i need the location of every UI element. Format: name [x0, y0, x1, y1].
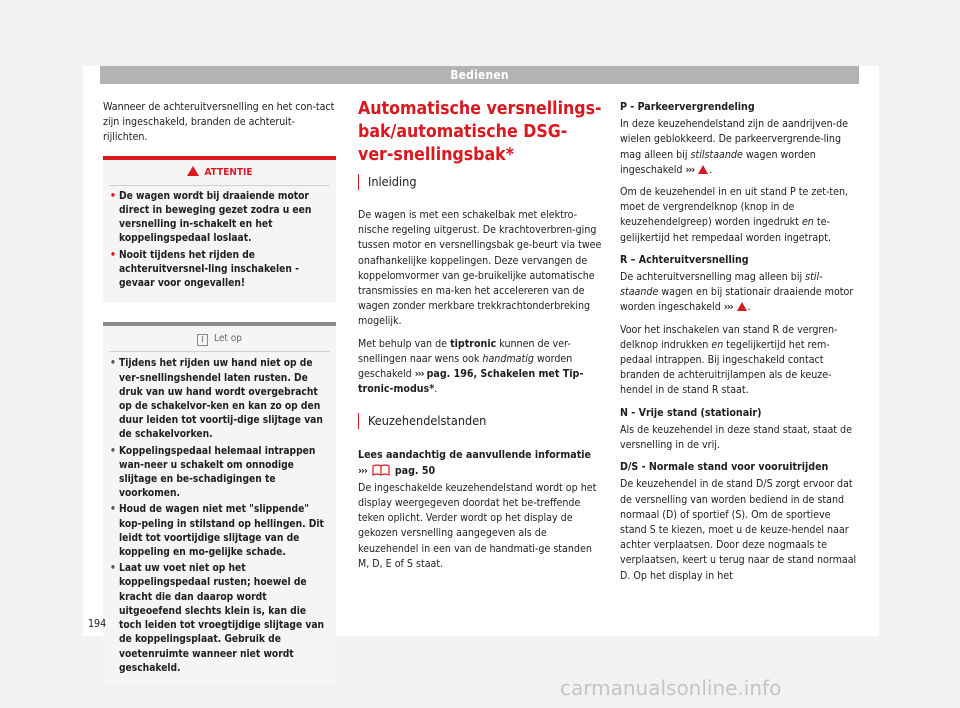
- text-run: wagen worden ingeschakeld: [620, 148, 816, 176]
- p-paragraph: [620, 117, 860, 178]
- note-title: Let op: [214, 333, 242, 345]
- text-run: Voor het inschakelen van stand R de vergren-delknop indrukken: [620, 323, 838, 351]
- warning-box: [103, 156, 336, 303]
- italic-term: en: [801, 216, 814, 229]
- heading-r-reverse: R – Achteruitversnelling: [620, 253, 749, 266]
- note-header: [109, 326, 330, 352]
- italic-term: en: [711, 338, 724, 351]
- r-paragraph: [620, 270, 860, 316]
- note-item: • Koppelingspedaal helemaal intrappen wan-neer u schakelt om onnodige slijtage en be-schadigingen te voorkomen.: [110, 445, 329, 502]
- warning-item: • De wagen wordt bij draaiende motor direct in beweging gezet zodra u een versnelling in-schakelt en het koppelingspedaal loslaat.: [110, 190, 329, 247]
- text-run: .: [434, 383, 438, 396]
- page-header: Bedienen: [100, 66, 859, 84]
- subheading-inleiding: Inleiding: [358, 174, 602, 190]
- heading-ds-drive: D/S - Normale stand voor vooruitrijden: [620, 461, 829, 474]
- handmatig-term: handmatig: [482, 352, 534, 365]
- note-item: • Houd de wagen niet met "slippende" kop-peling in stilstand op hellingen. Dit leidt tot voortijdige slijtage van de koppeling en mo-gelijke schade.: [110, 503, 329, 560]
- tiptronic-paragraph: [358, 337, 602, 398]
- column-right: [620, 100, 860, 591]
- heading-n-neutral: N - Vrije stand (stationair): [620, 406, 762, 419]
- warning-triangle-icon: [698, 165, 708, 174]
- page-reference-link[interactable]: pag. 50: [394, 464, 436, 477]
- warning-triangle-icon: [737, 302, 747, 311]
- page-number: 194: [88, 618, 107, 630]
- warning-header: [109, 160, 330, 186]
- intro-paragraph-transmission: De wagen is met een schakelbak met elektro-nische regeling uitgerust. De krachtoverbren-ging tussen motor en versnellingsbak ge-beurt via twee onafhankelijke koppelingen. Deze vervangen de koppelomvormer van ge-bruikelijke automatische transmissies en ma-ken het accelereren van de wagen zonder merkbare trekkrachtonderbreking mogelijk.: [358, 209, 602, 328]
- text-run: Om de keuzehendel in en uit stand P te zet-ten, moet de vergrendelknop (knop in de keuzehendelgreep) worden ingedrukt: [620, 186, 849, 229]
- text-run: wagen en bij stationair draaiende motor worden ingeschakeld: [620, 286, 854, 314]
- watermark: carmanualsonline.info: [560, 676, 782, 700]
- text-run: tegelijkertijd het rem-pedaal intrappen. Bij ingeschakeld contact branden de achteruitrijlampen als de keuze-hendel in de stand R staat.: [620, 338, 832, 397]
- text-run: Met behulp van de: [358, 337, 451, 350]
- ds-paragraph: De keuzehendel in de stand D/S zorgt ervoor dat de versnelling van worden bediend in de stand normaal (D) of sportief (S). Om de sportieve stand S te kiezen, moet u de keuze-hendel naar achter verplaatsen. Door deze nogmaals te verplaatsen, keert u terug naar de stand normaal D. Op het display in het: [620, 478, 857, 582]
- note-item: • Tijdens het rijden uw hand niet op de ver-snellingshendel laten rusten. De druk van uw hand wordt overgebracht op de schakelvor-ken en kan zo op den duur leiden tot voortij-dige slijtage van de schakelvorken.: [110, 357, 329, 442]
- r-paragraph-2: [620, 323, 860, 399]
- reference-arrows: ›››: [358, 464, 367, 477]
- note-list: [103, 357, 336, 675]
- subheading-keuzehendelstanden: Keuzehendelstanden: [358, 413, 602, 429]
- info-icon: i: [197, 334, 208, 346]
- heading-p-park: P - Parkeervergrendeling: [620, 101, 755, 113]
- reference-arrows: ›››: [414, 368, 424, 381]
- text-run: te-gelijkertijd het rempedaal worden ingetrapt.: [620, 216, 831, 244]
- italic-term: stilstaande: [690, 148, 743, 161]
- display-paragraph: De ingeschakelde keuzehendelstand wordt op het display weergegeven doordat het be-treffende teken oplicht. Verder wordt op het display de gekozen versnelling aangegeven als de keuzehendel in een van de handmati-ge standen M, D, E of S staat.: [358, 481, 597, 570]
- column-left: [103, 100, 336, 686]
- reference-arrows: ›››: [685, 163, 695, 176]
- warning-triangle-icon: [187, 166, 199, 176]
- text-run: In deze keuzehendelstand zijn de aandrijven-de wielen geblokkeerd. De parkeervergrende-ling mag alleen bij: [620, 118, 848, 161]
- text-run: De achteruitversnelling mag alleen bij: [620, 271, 806, 284]
- warning-item: • Nooit tijdens het rijden de achteruitversnel-ling inschakelen - gevaar voor ongevallen!: [110, 249, 329, 292]
- section-title: Automatische versnellings-bak/automatische DSG-ver-snellingsbak*: [358, 99, 602, 165]
- n-paragraph: Als de keuzehendel in deze stand staat, staat de versnelling in de vrij.: [620, 423, 852, 452]
- page-reference-link[interactable]: pag. 196, Schakelen met Tip-tronic-modus*: [358, 368, 584, 396]
- reference-arrows: ›››: [723, 301, 733, 314]
- note-box: [103, 322, 336, 686]
- text-run: worden geschakeld: [358, 352, 573, 381]
- column-middle: [358, 98, 602, 579]
- book-icon: [372, 464, 390, 476]
- text-run: .: [709, 163, 713, 176]
- read-more-text: Lees aandachtig de aanvullende informatie: [358, 449, 592, 462]
- text-run: .: [747, 301, 751, 314]
- intro-paragraph: Wanneer de achteruitversnelling en het con-tact zijn ingeschakeld, branden de achteruit-rijlichten.: [103, 101, 335, 144]
- warning-title: ATTENTIE: [204, 166, 253, 178]
- warning-list: [103, 190, 336, 291]
- text-run: kunnen de ver-snellingen naar wens ook: [358, 337, 571, 365]
- read-more-paragraph: [358, 448, 602, 478]
- note-item: • Laat uw voet niet op het koppelingspedaal rusten; hoewel de kracht die dan daarop wordt uitgeoefend slechts klein is, kan die toch leiden tot vroegtijdige slijtage van de koppelingsplaat. Gebruik de voetenruimte wanneer niet wordt geschakeld.: [110, 562, 329, 676]
- tiptronic-term: tiptronic: [450, 337, 497, 350]
- p-paragraph-2: [620, 185, 860, 246]
- italic-term: stil-staande: [620, 271, 823, 299]
